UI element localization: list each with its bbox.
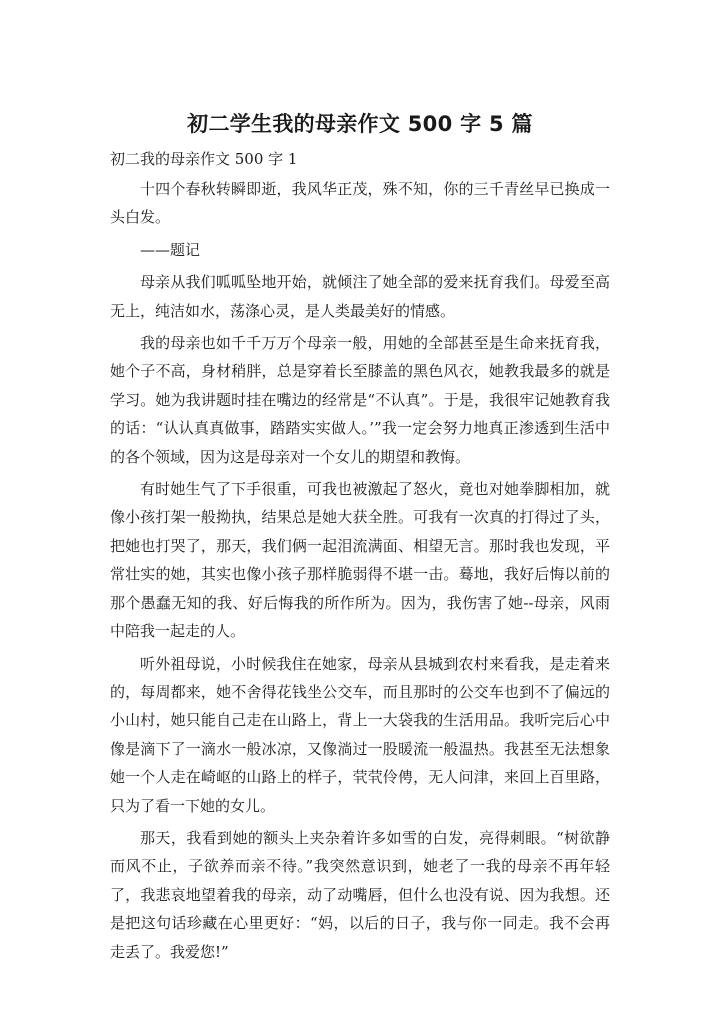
essay-subheading: 初二我的母亲作文 500 字 1	[110, 150, 298, 168]
paragraph-epigraph-attribution: ——题记	[140, 240, 201, 259]
paragraph-grandmother-story: 听外祖母说，小时候我住在她家，母亲从县城到农村来看我，是走着来的，每周都来，她不舍得花钱坐公交车，而且那时的公交车也到不了偏远的小山村，她只能自己走在山路上，背上一大袋我的生活用品。我听完后心中像是滴下了一滴水一般冰凉，又像淌过一股暖流一般温热。我甚至无法想象她一个人走在崎岖的山路上的样子，茕茕伶俜，无人问津，来回上百里路，只为了看一下她的女儿。	[110, 654, 610, 815]
paragraph-mother-description: 我的母亲也如千千万万个母亲一般，用她的全部甚至是生命来抚育我，她个子不高，身材稍胖，总是穿着长至膝盖的黑色风衣，她教我最多的就是学习。她为我讲题时挂在嘴边的经常是“不认真”。于是，我很牢记她教育我的话：“认认真真做事，踏踏实实做人。’”我一定会努力地真正渗透到生活中的各个领域，因为这是母亲对一个女儿的期望和教悔。	[110, 334, 610, 466]
paragraph-intro: 十四个春秋转瞬即逝，我风华正茂，殊不知，你的三千青丝早已换成一头白发。	[110, 180, 610, 227]
document-body	[110, 146, 610, 972]
document-title: 初二学生我的母亲作文 500 字 5 篇	[187, 112, 533, 136]
paragraph-mother-love: 母亲从我们呱呱坠地开始，就倾注了她全部的爱来抚育我们。母爱至高无上，纯洁如水，荡涤心灵，是人类最美好的情感。	[110, 273, 610, 320]
paragraph-quarrel: 有时她生气了下手很重，可我也被激起了怒火，竟也对她拳脚相加，就像小孩打架一般拗执，结果总是她大获全胜。可我有一次真的打得过了头，把她也打哭了，那天，我们俩一起泪流满面、相望无言。那时我也发现，平常壮实的她，其实也像小孩子那样脆弱得不堪一击。蓦地，我好后悔以前的那个愚蠢无知的我、好后悔我的所作所为。因为，我伤害了她--母亲，风雨中陪我一起走的人。	[110, 480, 610, 641]
paragraph-white-hair: 那天，我看到她的额头上夹杂着许多如雪的白发，亮得刺眼。“树欲静而风不止，子欲养而亲不待。”我突然意识到，她老了一我的母亲不再年轻了，我悲哀地望着我的母亲，动了动嘴唇，但什么也没有说、因为我想。还是把这句话珍藏在心里更好：“妈，以后的日子，我与你一同走。我不会再走丢了。我爱您!”	[110, 828, 610, 961]
